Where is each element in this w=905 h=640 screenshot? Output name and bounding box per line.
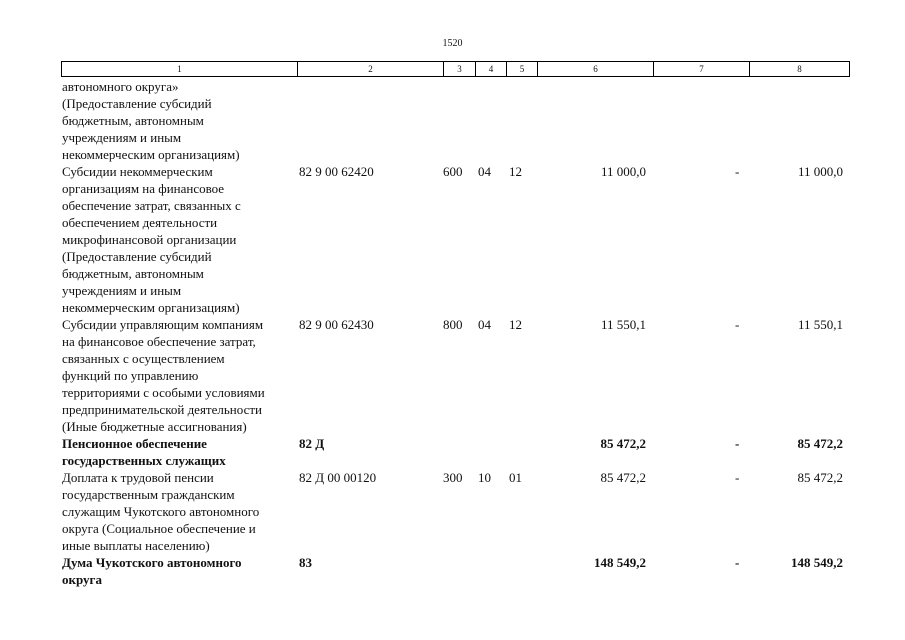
row-amount: 85 472,2 — [600, 436, 646, 451]
table-row — [0, 78, 905, 163]
description-line: предпринимательской деятельности — [62, 402, 262, 417]
row-description — [62, 316, 298, 435]
row-section: 04 — [478, 164, 491, 179]
row-amount: 11 000,0 — [600, 164, 646, 179]
row-total: 148 549,2 — [791, 555, 843, 570]
description-line: функций по управлению — [62, 368, 199, 383]
row-section: 04 — [478, 317, 491, 332]
description-line: государственных служащих — [62, 453, 226, 468]
row-amount: 148 549,2 — [594, 555, 646, 570]
row-code: 82 9 00 62420 — [299, 164, 374, 179]
table-row — [0, 554, 905, 588]
description-line: территориями с особыми условиями — [62, 385, 265, 400]
description-line: (Предоставление субсидий — [62, 96, 212, 111]
description-line: на финансовое обеспечение затрат, — [62, 334, 256, 349]
description-line: иные выплаты населению) — [62, 538, 210, 553]
row-change: - — [735, 436, 740, 451]
description-line: бюджетным, автономным — [62, 113, 204, 128]
row-change: - — [735, 317, 740, 332]
header-col-4: 4 — [476, 62, 507, 77]
row-section: 10 — [478, 470, 491, 485]
description-line: (Иные бюджетные ассигнования) — [62, 419, 247, 434]
header-col-8: 8 — [750, 62, 850, 77]
description-line: государственным гражданским — [62, 487, 235, 502]
row-amount: 85 472,2 — [600, 470, 646, 485]
row-subsection: 12 — [509, 317, 522, 332]
description-line: организациям на финансовое — [62, 181, 225, 196]
description-line: Пенсионное обеспечение — [62, 436, 207, 451]
row-description — [62, 163, 298, 316]
row-code: 83 — [299, 555, 312, 570]
header-col-2: 2 — [298, 62, 444, 77]
description-line: Доплата к трудовой пенсии — [62, 470, 214, 485]
header-col-5: 5 — [507, 62, 538, 77]
description-line: округа — [62, 572, 102, 587]
column-header-row — [61, 61, 850, 77]
table-row — [0, 163, 905, 316]
row-description — [62, 435, 298, 469]
description-line: микрофинансовой организации — [62, 232, 237, 247]
description-line: обеспечением деятельности — [62, 215, 218, 230]
row-amount: 11 550,1 — [600, 317, 646, 332]
row-total: 11 000,0 — [797, 164, 843, 179]
page-number: 1520 — [442, 38, 463, 49]
header-col-3: 3 — [444, 62, 476, 77]
description-line: некоммерческим организациям) — [62, 300, 240, 315]
row-change: - — [735, 555, 740, 570]
row-code: 82 Д — [299, 436, 325, 451]
description-line: бюджетным, автономным — [62, 266, 204, 281]
row-description — [62, 78, 298, 163]
table-row — [0, 435, 905, 469]
description-line: Субсидии управляющим компаниям — [62, 317, 264, 332]
description-line: обеспечение затрат, связанных с — [62, 198, 241, 213]
row-change: - — [735, 164, 740, 179]
row-code: 82 Д 00 00120 — [299, 470, 377, 485]
row-total: 85 472,2 — [797, 470, 843, 485]
table-row — [0, 469, 905, 554]
description-line: автономного округа» — [62, 79, 179, 94]
row-subsection: 12 — [509, 164, 522, 179]
row-change: - — [735, 470, 740, 485]
table-row — [0, 316, 905, 435]
row-total: 85 472,2 — [797, 436, 843, 451]
description-line: учреждениям и иным — [62, 283, 182, 298]
row-expense-type: 600 — [443, 164, 463, 179]
description-line: округа (Социальное обеспечение и — [62, 521, 256, 536]
row-total: 11 550,1 — [797, 317, 843, 332]
description-line: Субсидии некоммерческим — [62, 164, 213, 179]
description-line: служащим Чукотского автономного — [62, 504, 260, 519]
description-line: некоммерческим организациям) — [62, 147, 240, 162]
description-line: Дума Чукотского автономного — [62, 555, 242, 570]
description-line: учреждениям и иным — [62, 130, 182, 145]
budget-table-body — [0, 78, 905, 588]
header-col-1: 1 — [62, 62, 298, 77]
row-expense-type: 800 — [443, 317, 463, 332]
description-line: связанных с осуществлением — [62, 351, 225, 366]
header-col-7: 7 — [654, 62, 750, 77]
row-code: 82 9 00 62430 — [299, 317, 374, 332]
header-col-6: 6 — [538, 62, 654, 77]
row-description — [62, 554, 298, 588]
description-line: (Предоставление субсидий — [62, 249, 212, 264]
row-description — [62, 469, 298, 554]
row-expense-type: 300 — [443, 470, 463, 485]
row-subsection: 01 — [509, 470, 522, 485]
